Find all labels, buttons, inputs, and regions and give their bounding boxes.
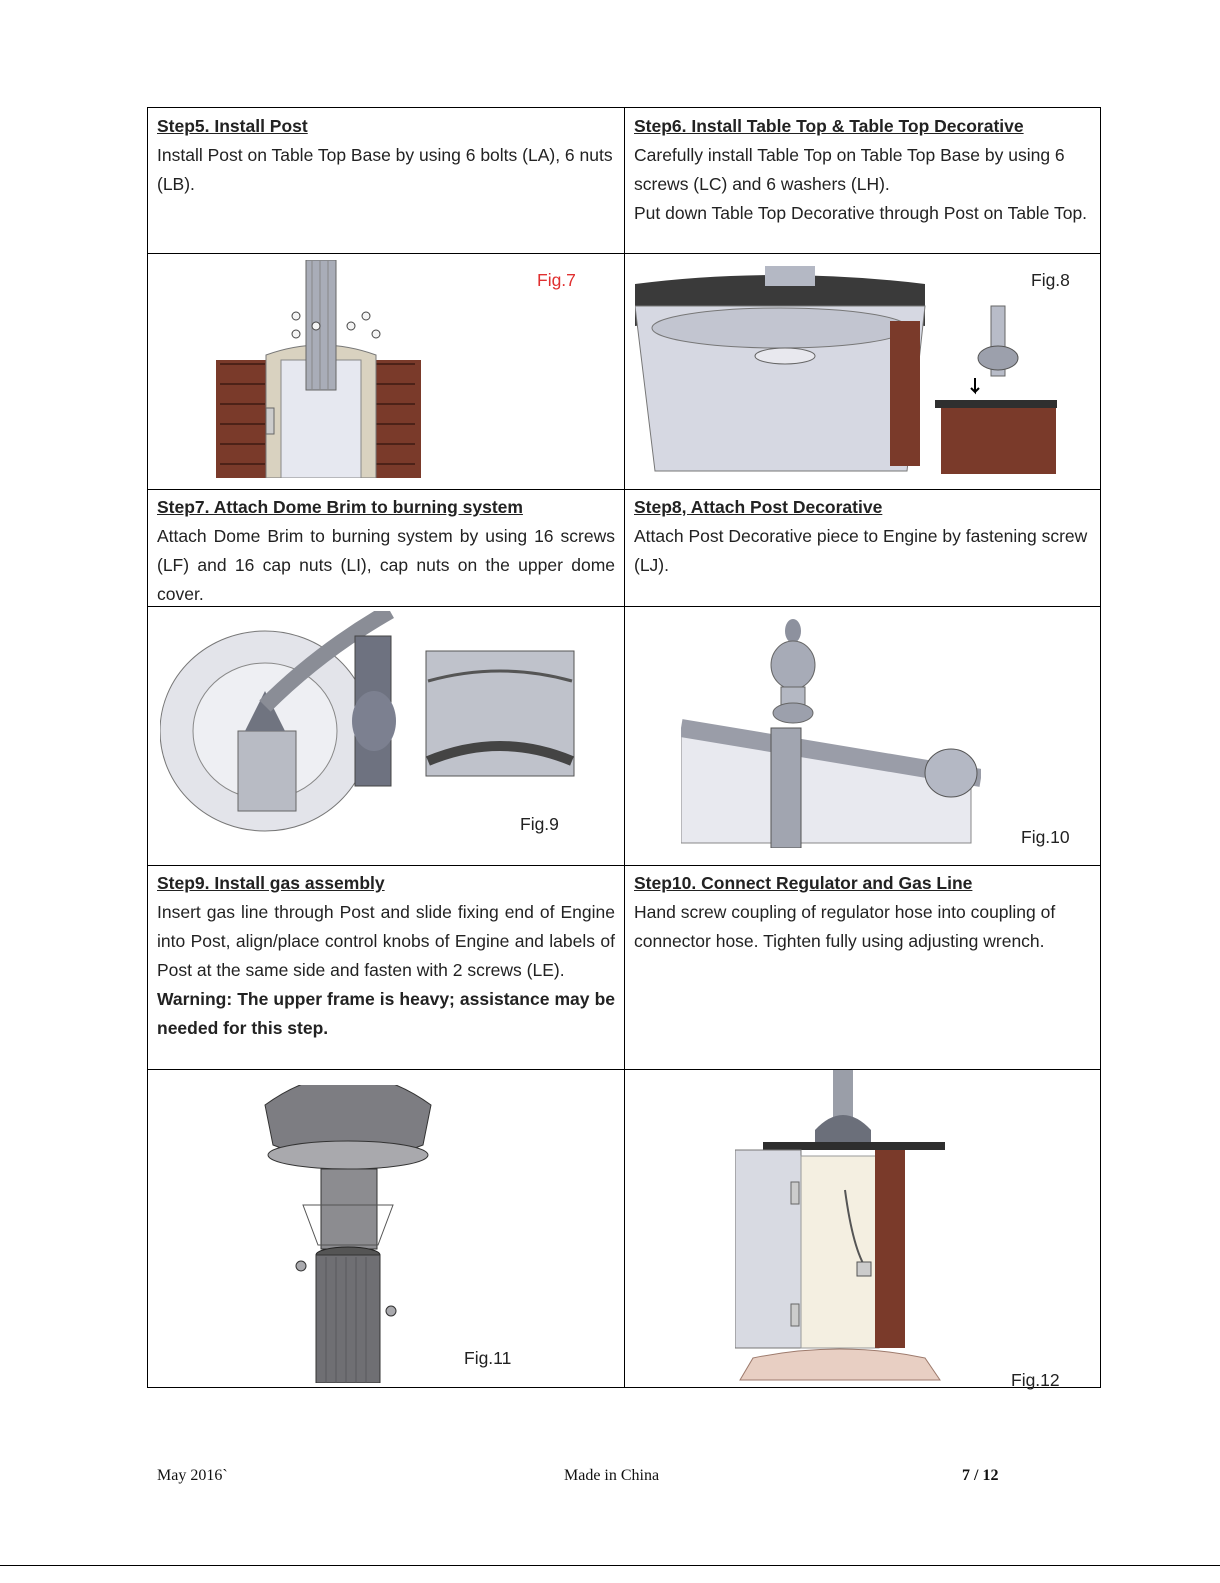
fig9-dome-brim-illustration <box>160 611 580 836</box>
fig9-label: Fig.9 <box>520 814 559 834</box>
footer-origin: Made in China <box>564 1467 660 1484</box>
fig11-label: Fig.11 <box>464 1348 512 1368</box>
step6-cell <box>625 108 1101 253</box>
fig10-label: Fig.10 <box>1021 827 1070 847</box>
step9-warning: Warning: The upper frame is heavy; assistance may be needed for this step. <box>157 989 615 1038</box>
row-divider <box>148 1069 1100 1070</box>
step9-cell <box>148 865 624 1069</box>
fig7-post-illustration <box>216 260 426 478</box>
fig11-gas-assembly-illustration <box>263 1085 443 1383</box>
fig12-label: Fig.12 <box>1011 1370 1060 1390</box>
step10-cell <box>625 865 1101 1069</box>
step10-title: Step10. Connect Regulator and Gas Line <box>634 873 973 893</box>
step9-title: Step9. Install gas assembly <box>157 873 385 893</box>
step6-title: Step6. Install Table Top & Table Top Decorative <box>634 116 1024 136</box>
step10-text: Hand screw coupling of regulator hose into coupling of connector hose. Tighten fully using adjusting wrench. <box>634 902 1056 951</box>
column-divider <box>624 108 625 1387</box>
fig7-label: Fig.7 <box>537 270 576 290</box>
fig8-table-top-illustration <box>635 266 1060 474</box>
fig10-post-decorative-illustration <box>681 613 981 848</box>
step7-title: Step7. Attach Dome Brim to burning system <box>157 497 523 517</box>
step5-text: Install Post on Table Top Base by using 6 bolts (LA), 6 nuts (LB). <box>157 145 613 194</box>
page-number: 7 / 12 <box>962 1467 999 1484</box>
step6-text-2: Put down Table Top Decorative through Post on Table Top. <box>634 203 1088 223</box>
step7-cell <box>148 489 624 606</box>
page-bottom-rule <box>0 1565 1220 1566</box>
row-divider <box>148 253 1100 254</box>
step5-cell <box>148 108 624 253</box>
step9-text: Insert gas line through Post and slide fixing end of Engine into Post, align/place control knobs of Engine and labels of Post at the same side and fasten with 2 screws (LE). <box>157 902 615 980</box>
step8-title: Step8, Attach Post Decorative <box>634 497 883 517</box>
fig12-regulator-illustration <box>735 1070 945 1388</box>
instruction-table <box>147 107 1101 1388</box>
step7-text: Attach Dome Brim to burning system by using 16 screws (LF) and 16 cap nuts (LI), cap nuts on the upper dome cover. <box>157 526 615 604</box>
step8-text: Attach Post Decorative piece to Engine by fastening screw (LJ). <box>634 526 1088 575</box>
footer-date: May 2016` <box>157 1467 228 1484</box>
step8-cell <box>625 489 1101 606</box>
fig8-label: Fig.8 <box>1031 270 1070 290</box>
step5-title: Step5. Install Post <box>157 116 308 136</box>
step6-text: Carefully install Table Top on Table Top Base by using 6 screws (LC) and 6 washers (LH). <box>634 145 1065 194</box>
